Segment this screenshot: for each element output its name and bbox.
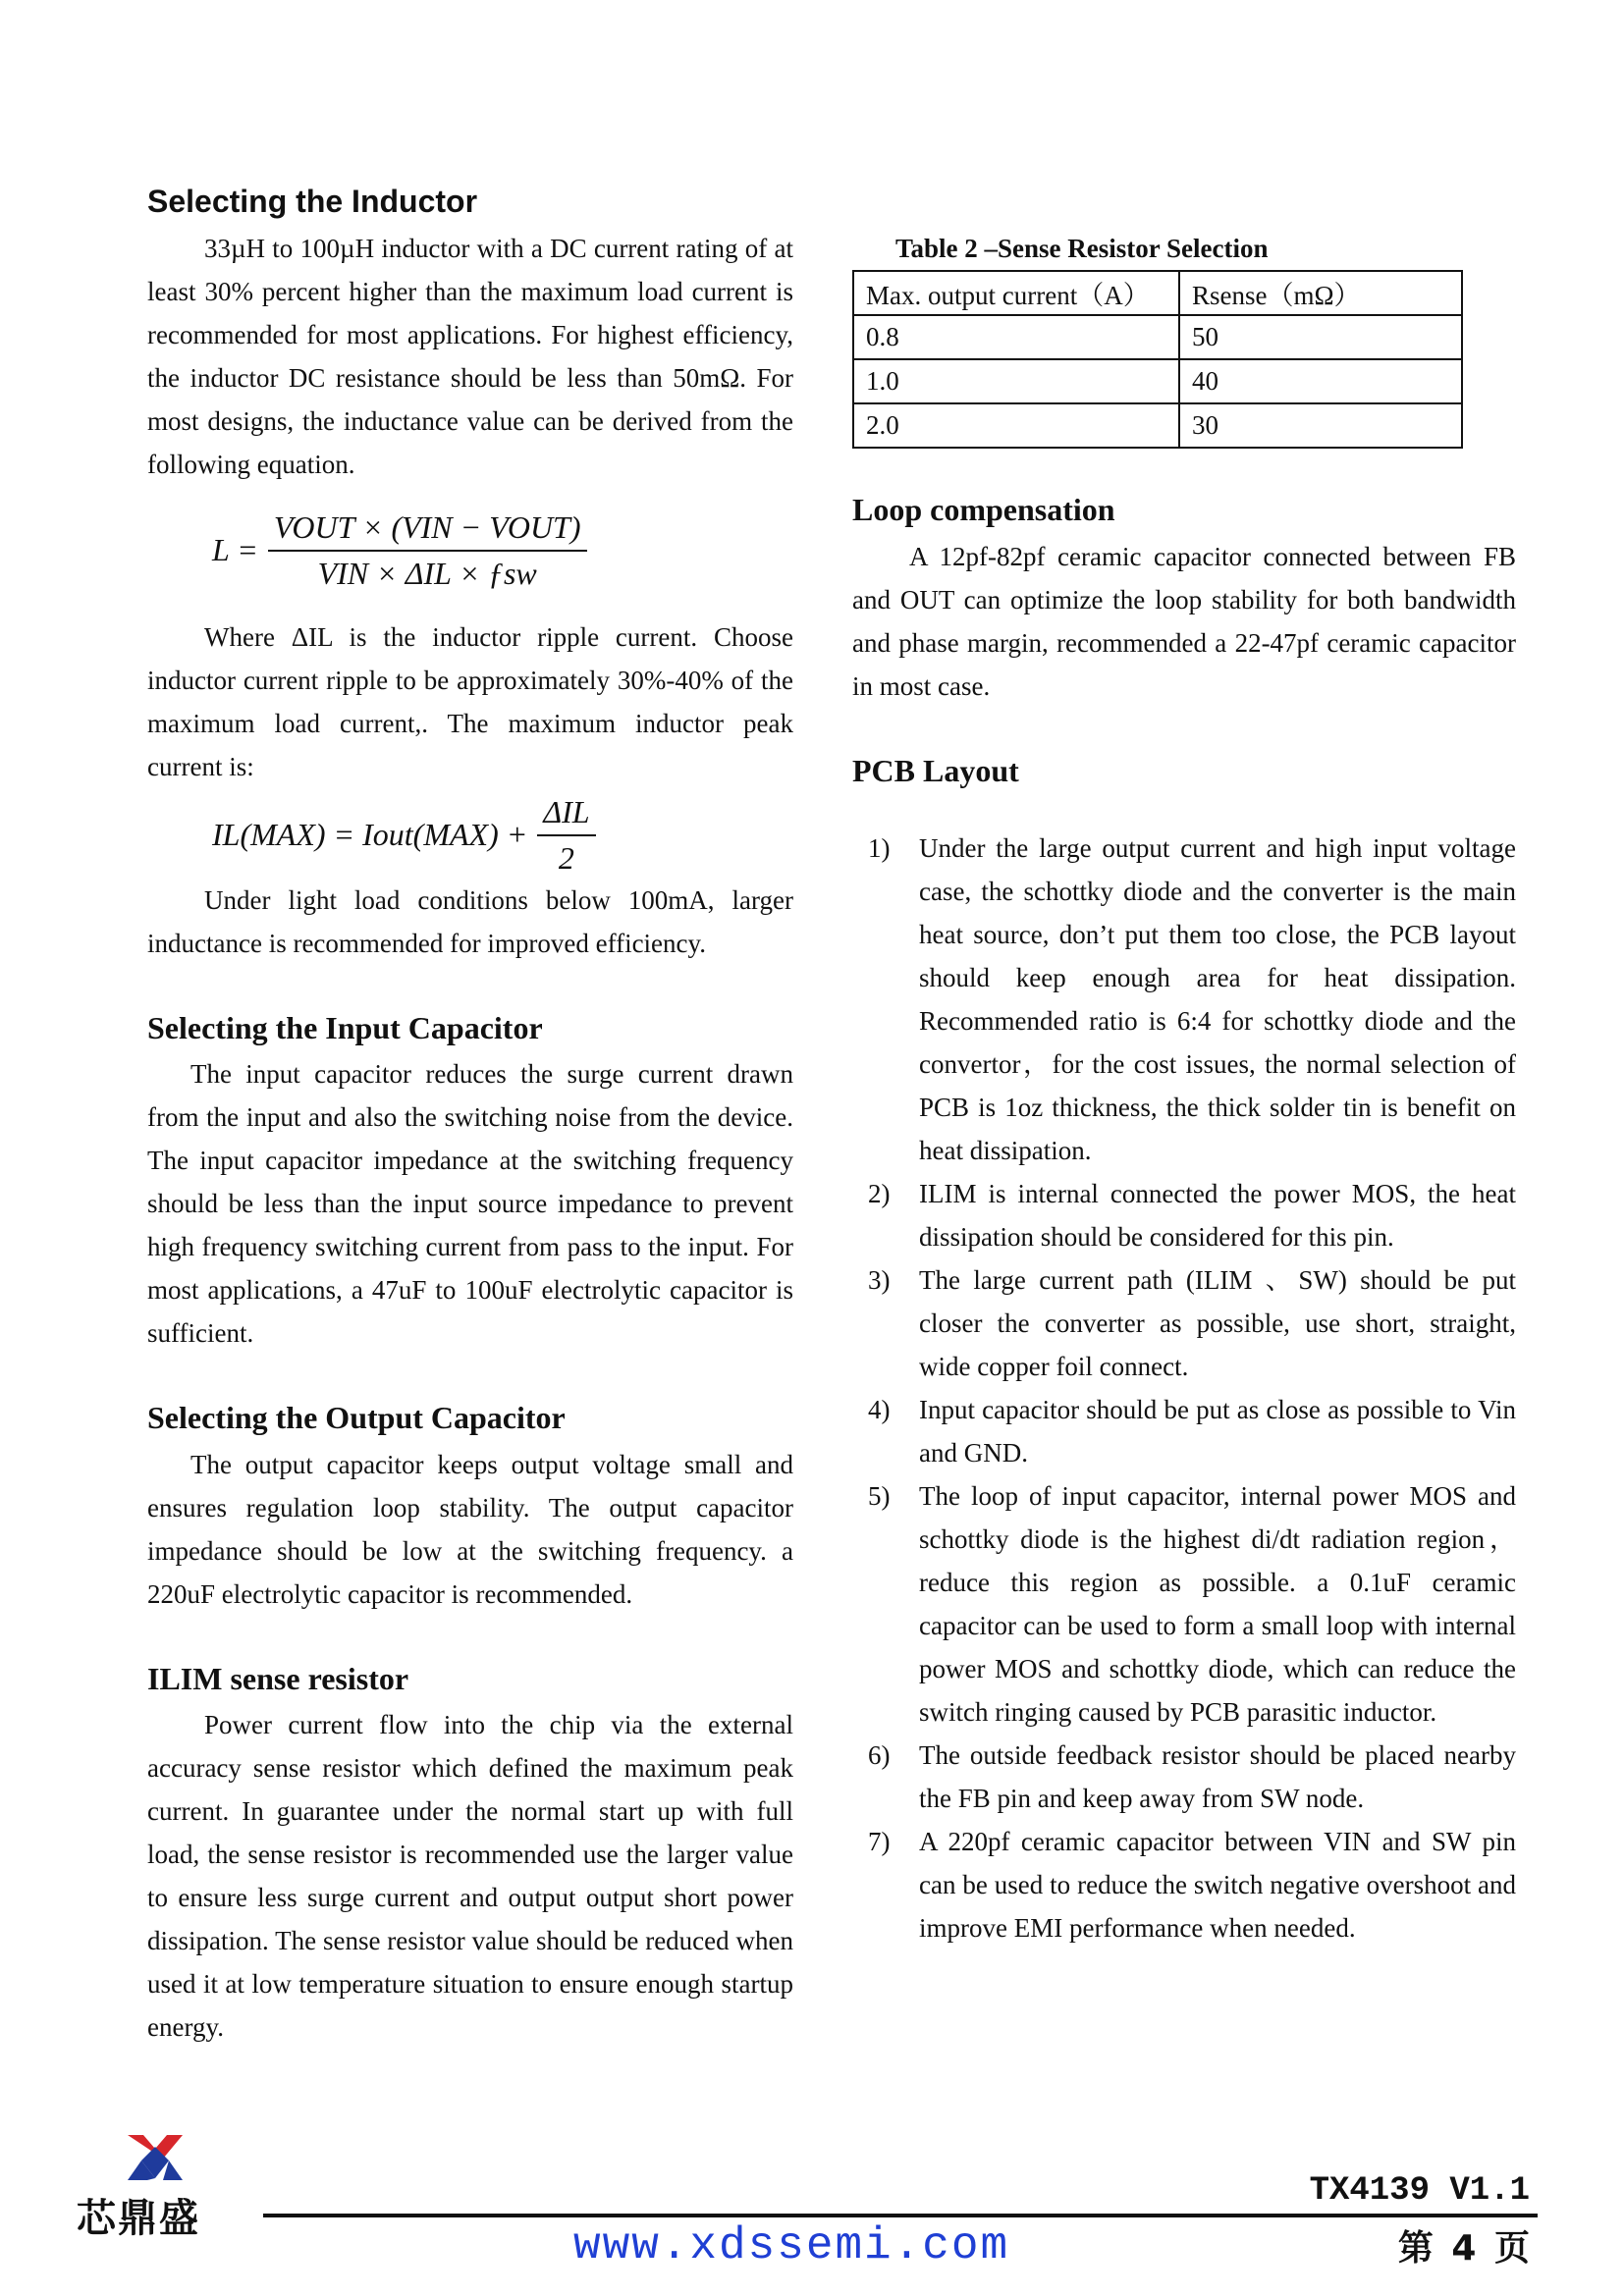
table-row: [853, 403, 1462, 448]
list-item-number: 2): [868, 1179, 891, 1209]
input-capacitor-paragraph: The input capacitor reduces the surge current drawn from the input and also the switching noise from the device. The input capacitor impedance at the switching frequency should be less than the input source impedance to prevent high frequency switching current from pass to the input. For most applications, a 47uF to 100uF electrolytic capacitor is sufficient.: [147, 1059, 793, 1349]
heading-loop-compensation: Loop compensation: [852, 492, 1115, 527]
footer-divider: [263, 2214, 1538, 2217]
list-item-number: 6): [868, 1740, 891, 1771]
list-item-number: 5): [868, 1481, 891, 1512]
eq1-lhs: L =: [212, 532, 258, 568]
eq1-denominator: VIN × ΔIL × ƒsw: [317, 555, 537, 591]
list-item: [852, 1820, 1516, 1949]
list-item-number: 7): [868, 1827, 891, 1857]
eq2-lhs: IL(MAX) = Iout(MAX) +: [212, 817, 528, 853]
list-item-text: A 220pf ceramic capacitor between VIN and SW pin can be used to reduce the switch negative overshoot and improve EMI performance when needed.: [919, 1827, 1516, 1944]
list-item: [852, 1734, 1516, 1820]
table-cell: 1.0: [853, 359, 1179, 403]
list-item-text: Input capacitor should be put as close as possible to Vin and GND.: [919, 1395, 1516, 1468]
list-item: [852, 1388, 1516, 1474]
heading-pcb-layout: PCB Layout: [852, 752, 1019, 788]
pcb-layout-list: [852, 827, 1516, 1949]
output-capacitor-paragraph: The output capacitor keeps output voltage small and ensures regulation loop stability. The output capacitor impedance should be low at the switching frequency. a 220uF electrolytic capacitor is recommended.: [147, 1449, 793, 1609]
inductor-paragraph-1: 33µH to 100µH inductor with a DC current rating of at least 30% percent higher than the maximum load current is recommended for most applications. For highest efficiency, the inductor DC resistance should be less than 50mΩ. For most designs, the inductance value can be derived from the following equation.: [147, 233, 793, 479]
list-item: [852, 827, 1516, 1172]
ilim-paragraph: Power current flow into the chip via the external accuracy sense resistor which defined the maximum peak current. In guarantee under the normal start up with full load, the sense resistor is recommended use the larger value to ensure less surge current and output output short power dissipation. The sense resistor value should be reduced when used it at low temperature situation to ensure enough startup energy.: [147, 1710, 793, 2043]
table-title: Table 2 –Sense Resistor Selection: [895, 234, 1269, 263]
list-item-text: Under the large output current and high input voltage case, the schottky diode and the converter is the main heat source, don’t put them too close, the PCB layout should keep enough area for heat dissipation. Recommended ratio is 6:4 for schottky diode and the convertor，for the cost issues, the normal selection of PCB is 1oz thickness, the thick solder tin is benefit on heat dissipation.: [919, 833, 1516, 1166]
list-item-text: The loop of input capacitor, internal power MOS and schottky diode is the highest di/dt radiation region，reduce this region as possible. a 0.1uF ceramic capacitor can be used to form a small loop with internal power MOS and schottky diode, which can reduce the switch ringing caused by PCB parasitic inductor.: [919, 1481, 1516, 1728]
list-item: [852, 1172, 1516, 1258]
table-cell: 50: [1179, 315, 1462, 359]
page-number: 第 4 页: [1397, 2228, 1530, 2269]
eq1-numerator: VOUT × (VIN − VOUT): [268, 509, 587, 552]
sense-resistor-table: [852, 270, 1463, 449]
list-item-text: The outside feedback resistor should be placed nearby the FB pin and keep away from SW node.: [919, 1740, 1516, 1814]
heading-selecting-inductor: Selecting the Inductor: [147, 184, 478, 219]
table-header-row: [853, 271, 1462, 315]
eq1-fraction: [268, 509, 587, 592]
list-item-number: 1): [868, 833, 891, 864]
eq2-fraction: [537, 794, 595, 877]
right-column: [852, 234, 1516, 1949]
peak-current-equation: [212, 794, 793, 877]
list-item-text: The large current path (ILIM 、SW) should be put closer the converter as possible, use short, straight, wide copper foil connect.: [919, 1265, 1516, 1382]
table-cell: 2.0: [853, 403, 1179, 448]
heading-input-capacitor: Selecting the Input Capacitor: [147, 1009, 543, 1045]
logo-text: 芯鼎盛: [77, 2196, 200, 2241]
table-cell: 40: [1179, 359, 1462, 403]
heading-ilim-sense-resistor: ILIM sense resistor: [147, 1660, 409, 1696]
list-item: [852, 1474, 1516, 1734]
heading-output-capacitor: Selecting the Output Capacitor: [147, 1400, 566, 1436]
document-id: TX4139 V1.1: [1309, 2172, 1530, 2210]
inductance-equation: [212, 509, 793, 592]
website-url: www.xdssemi.com: [573, 2220, 1010, 2271]
table-row: [853, 359, 1462, 403]
list-item-number: 3): [868, 1265, 891, 1296]
left-column: [147, 182, 793, 2049]
loop-compensation-paragraph: A 12pf-82pf ceramic capacitor connected between FB and OUT can optimize the loop stability for both bandwidth and phase margin, recommended a 22-47pf ceramic capacitor in most case.: [852, 541, 1516, 701]
table-header-cell: Max. output current（A）: [853, 271, 1179, 315]
list-item-number: 4): [868, 1395, 891, 1425]
eq2-denominator: 2: [558, 839, 574, 876]
list-item-text: ILIM is internal connected the power MOS, the heat dissipation should be considered for this pin.: [919, 1179, 1516, 1253]
inductor-paragraph-3: Under light load conditions below 100mA, larger inductance is recommended for improved efficiency.: [147, 884, 793, 958]
inductor-paragraph-2: Where ΔIL is the inductor ripple current. Choose inductor current ripple to be approximately 30%-40% of the maximum load current,. The maximum inductor peak current is:: [147, 621, 793, 781]
table-cell: 30: [1179, 403, 1462, 448]
table-header-cell: Rsense（mΩ）: [1179, 271, 1462, 315]
eq2-numerator: ΔIL: [537, 794, 595, 836]
table-row: [853, 315, 1462, 359]
list-item: [852, 1258, 1516, 1388]
table-cell: 0.8: [853, 315, 1179, 359]
